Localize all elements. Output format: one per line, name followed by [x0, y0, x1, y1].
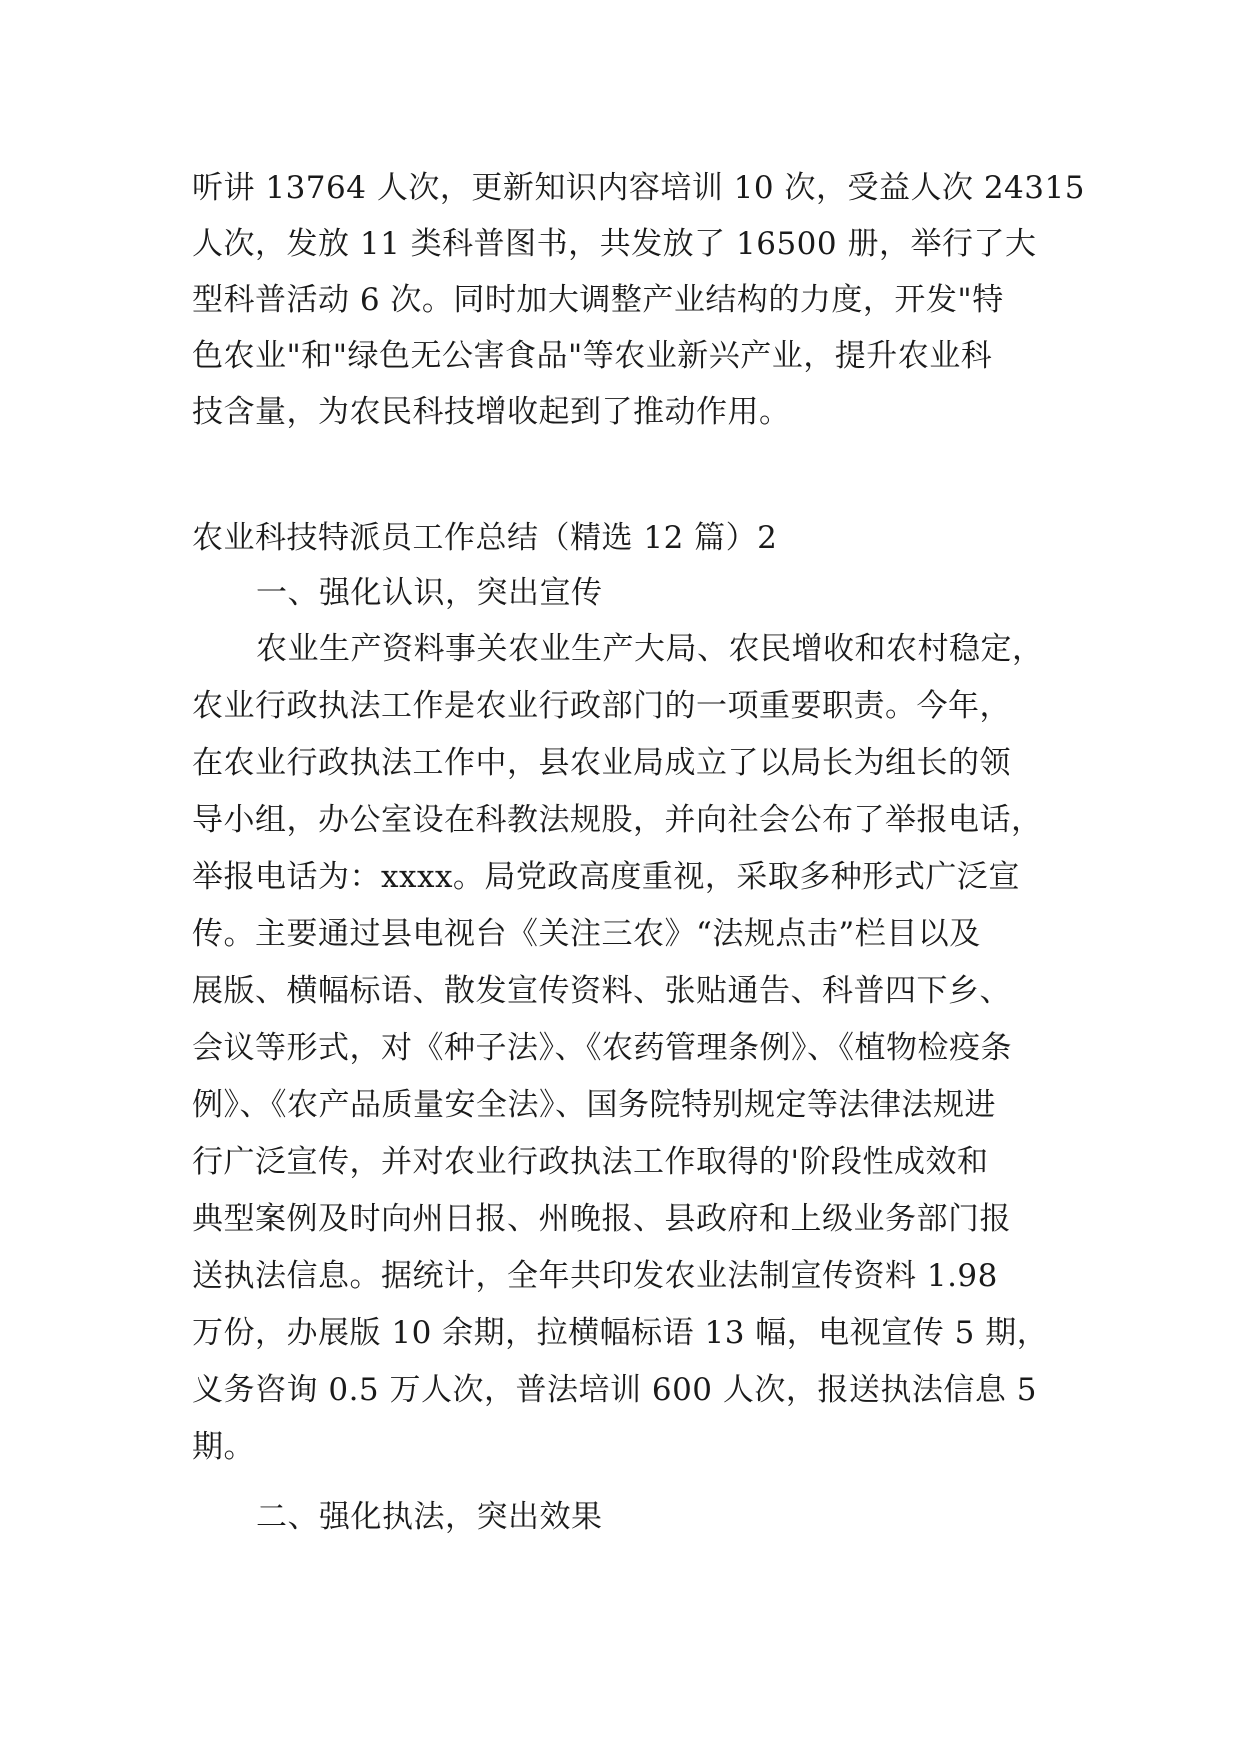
- heading-2: 二、强化执法，突出效果: [256, 1499, 603, 1535]
- text-line: 例》、《农产品质量安全法》、国务院特别规定等法律法规进: [192, 1087, 996, 1123]
- text-line: 农业行政执法工作是农业行政部门的一项重要职责。今年，: [192, 688, 1011, 724]
- text-line: 期。: [192, 1429, 255, 1465]
- text-line: 典型案例及时向州日报、州晚报、县政府和上级业务部门报: [192, 1201, 1011, 1237]
- text-line: 农业生产资料事关农业生产大局、农民增收和农村稳定，: [256, 631, 1044, 667]
- text-line: 导小组，办公室设在科教法规股，并向社会公布了举报电话，: [192, 802, 1043, 838]
- text-line: 人次，发放 11 类科普图书，共发放了 16500 册，举行了大: [192, 226, 1037, 262]
- section-title: 农业科技特派员工作总结（精选 12 篇）2: [192, 520, 778, 556]
- text-line: 型科普活动 6 次。同时加大调整产业结构的力度，开发"特: [192, 282, 1004, 318]
- text-line: 展版、横幅标语、散发宣传资料、张贴通告、科普四下乡、: [192, 973, 1011, 1009]
- text-line: 行广泛宣传，并对农业行政执法工作取得的'阶段性成效和: [192, 1144, 989, 1180]
- text-line: 送执法信息。据统计，全年共印发农业法制宣传资料 1.98: [192, 1258, 998, 1294]
- text-line: 万份，办展版 10 余期，拉横幅标语 13 幅，电视宣传 5 期，: [192, 1315, 1049, 1351]
- text-line: 义务咨询 0.5 万人次，普法培训 600 人次，报送执法信息 5: [192, 1372, 1037, 1408]
- heading-1: 一、强化认识，突出宣传: [256, 575, 603, 611]
- text-line: 听讲 13764 人次，更新知识内容培训 10 次，受益人次 24315: [192, 170, 1085, 206]
- text-line: 传。主要通过县电视台《关注三农》“法规点击”栏目以及: [192, 916, 981, 952]
- text-line: 在农业行政执法工作中，县农业局成立了以局长为组长的领: [192, 745, 1011, 781]
- text-line: 色农业"和"绿色无公害食品"等农业新兴产业，提升农业科: [192, 338, 993, 374]
- text-line: 举报电话为：xxxx。局党政高度重视，采取多种形式广泛宣: [192, 859, 1020, 895]
- text-line: 会议等形式，对《种子法》、《农药管理条例》、《植物检疫条: [192, 1030, 1012, 1066]
- text-line: 技含量，为农民科技增收起到了推动作用。: [192, 394, 791, 430]
